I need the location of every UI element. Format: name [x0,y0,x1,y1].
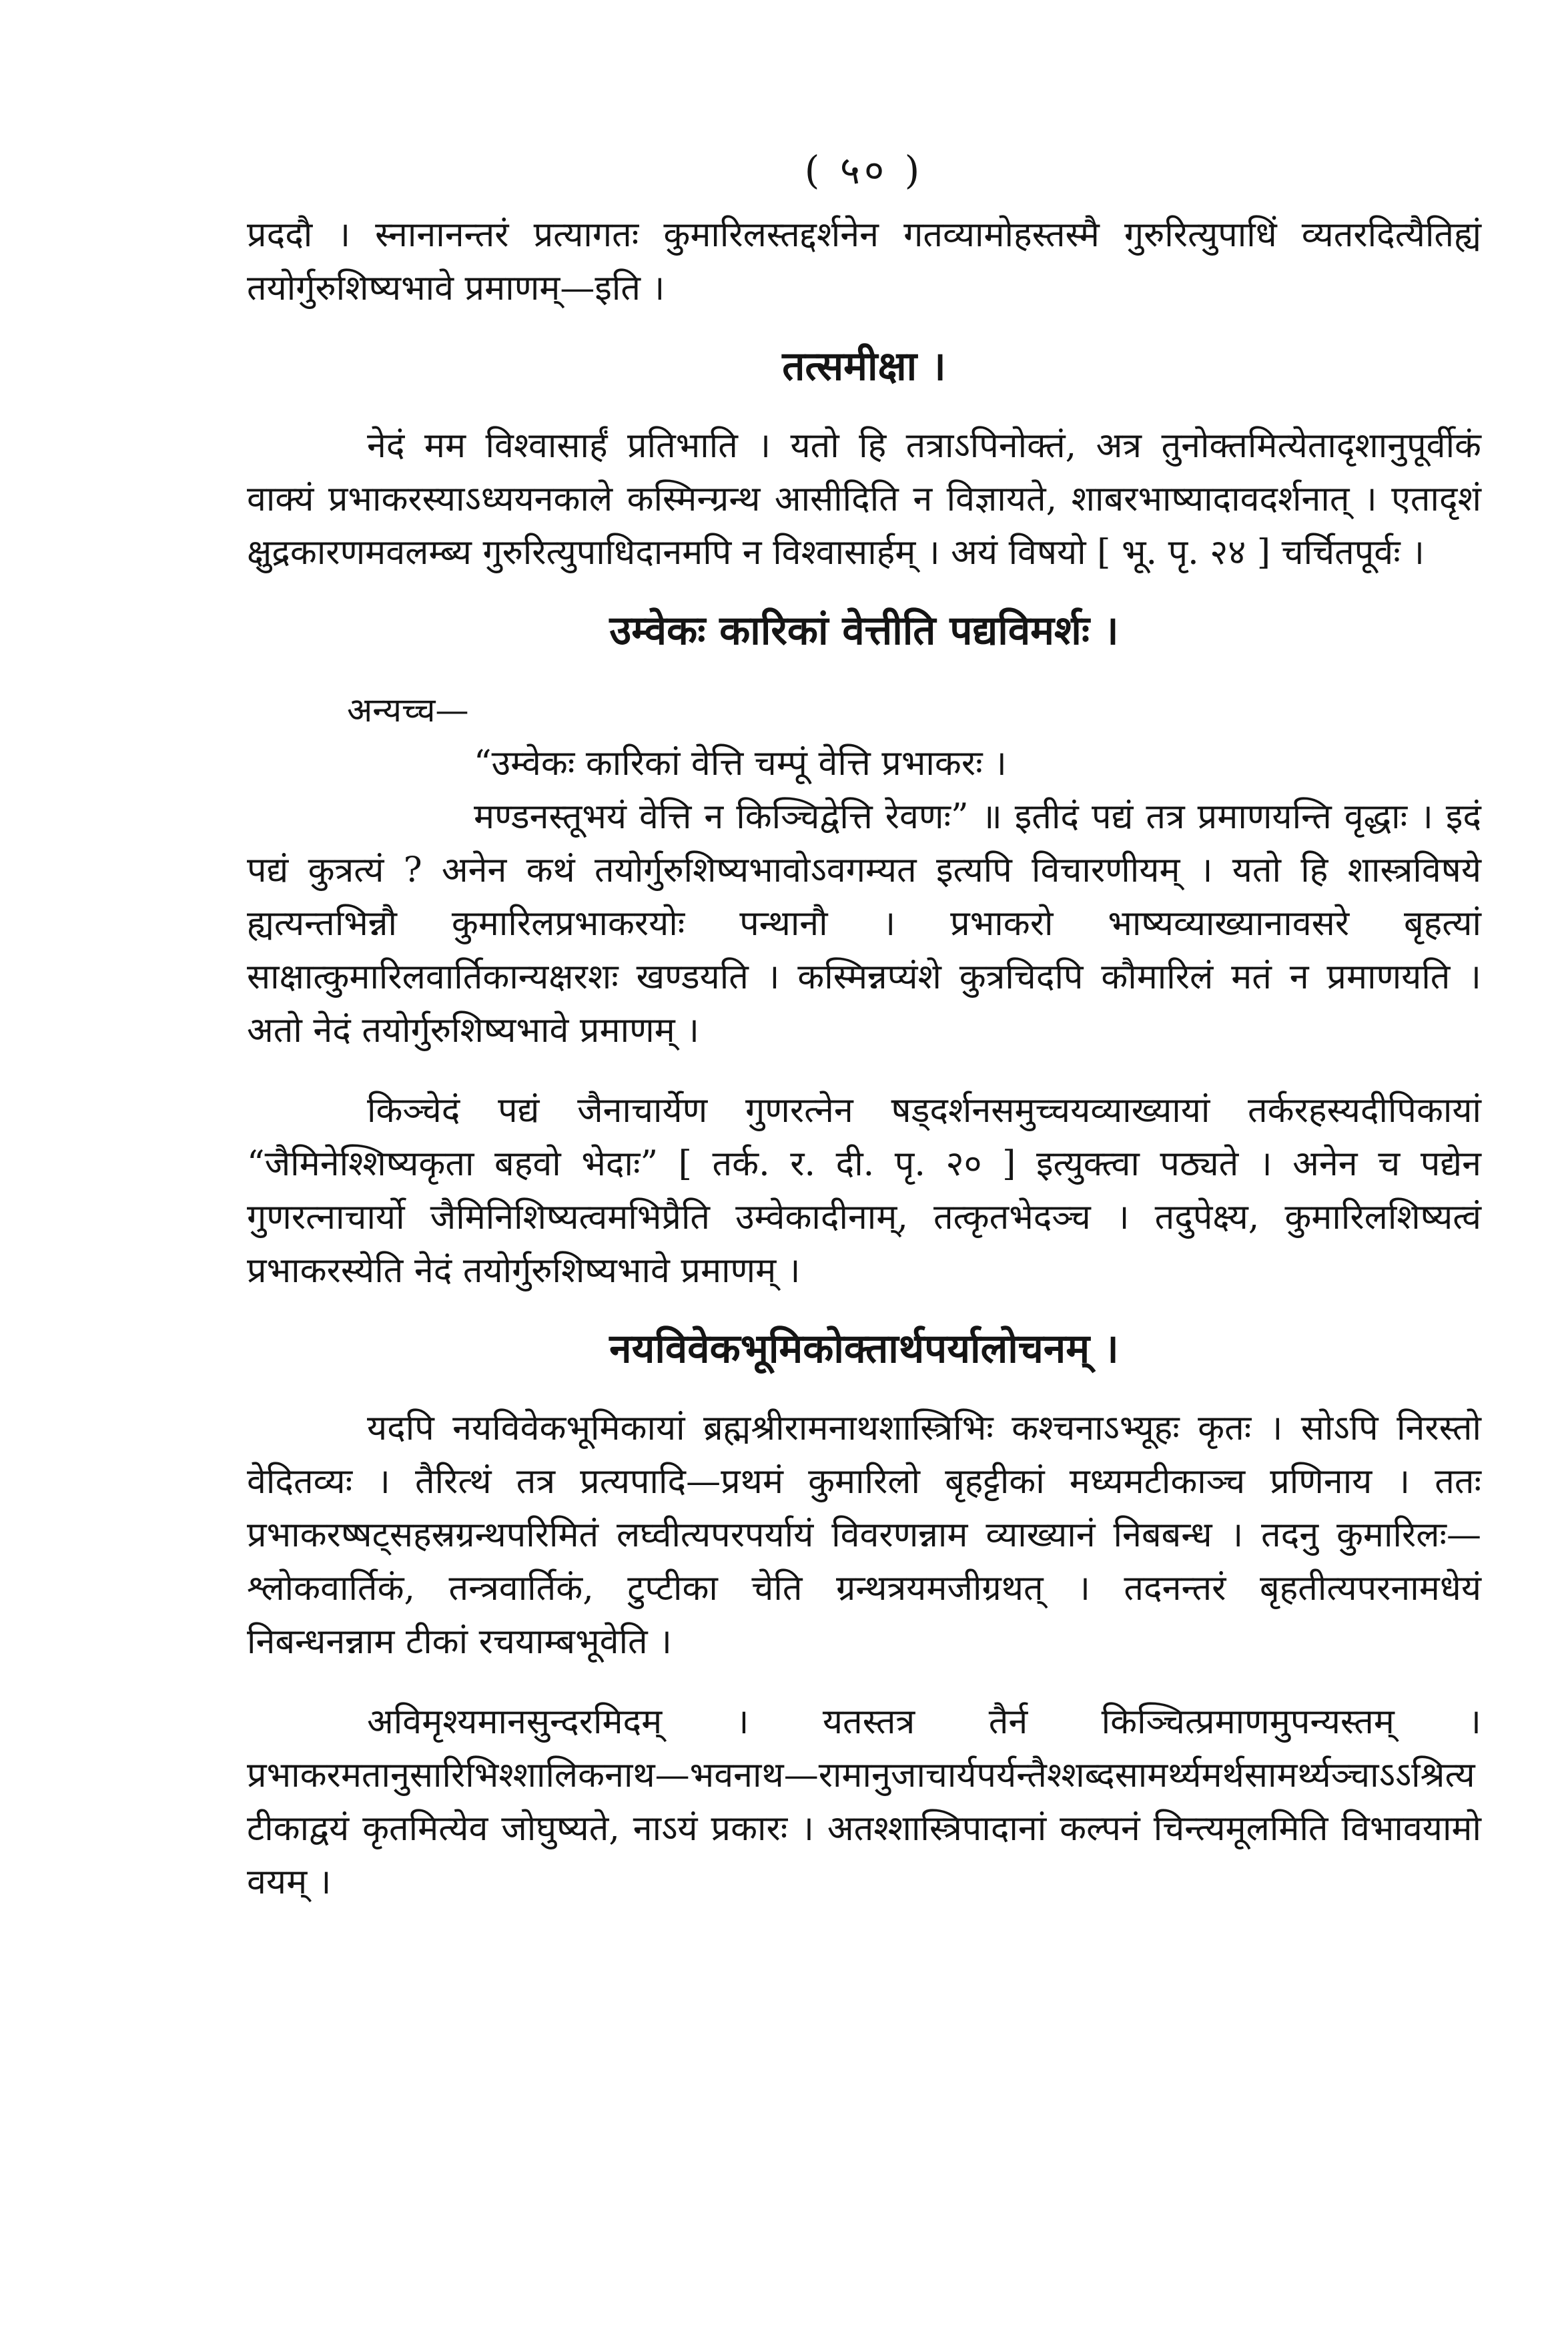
verse-line-1: “उम्वेकः कारिकां वेत्ति चम्पूं वेत्ति प्रभाकरः । [474,744,1007,784]
section-heading-umveka: उम्वेकः कारिकां वेत्तीति पद्यविमर्शः । [609,607,1119,654]
document-page [247,147,1481,2309]
page-number: ( ५० ) [804,148,924,193]
section1-paragraph: नेदं मम विश्वासार्हं प्रतिभाति । यतो हि तत्राऽपिनोक्तं, अत्र तुनोक्तमित्येतादृशानुपूर्वीकं वाक्यं प्रभाकरस्याऽध्ययनकाले कस्मिन्ग्रन्थ आसीदिति न विज्ञायते, शाबरभाष्यादावदर्शनात् । एतादृशं क्षुद्रकारणमवलम्ब्य गुरुरित्युपाधिदानमपि न विश्वासार्हम् । अयं विषयो [ भू. पृ. २४ ] चर्चितपूर्वः । [247,426,1481,573]
verse-line-2-paragraph: मण्डनस्तूभयं वेत्ति न किञ्चिद्वेत्ति रेवणः” ॥ इतीदं पद्यं तत्र प्रमाणयन्ति वृद्धाः । इदं पद्यं कुत्रत्यं ? अनेन कथं तयोर्गुरुशिष्यभावोऽवगम्यत इत्यपि विचारणीयम् । यतो हि शास्त्रविषये ह्यत्यन्तभिन्नौ कुमारिलप्रभाकरयोः पन्थानौ । प्रभाकरो भाष्यव्याख्यानावसरे बृहत्यां साक्षात्कुमारिलवार्तिकान्यक्षरशः खण्डयति । कस्मिन्नप्यंशे कुत्रचिदपि कौमारिलं मतं न प्रमाणयति । अतो नेदं तयोर्गुरुशिष्यभावे प्रमाणम् । [247,797,1481,1051]
section3-paragraph-1: यदपि नयविवेकभूमिकायां ब्रह्मश्रीरामनाथशास्त्रिभिः कश्चनाऽभ्यूहः कृतः । सोऽपि निरस्तो वेदितव्यः । तैरित्थं तत्र प्रत्यपादि—प्रथमं कुमारिलो बृहट्टीकां मध्यमटीकाञ्च प्रणिनाय । ततः प्रभाकरष्षट्सहस्रग्रन्थपरिमितं लघ्वीत्यपरपर्यायं विवरणन्नाम व्याख्यानं निबबन्ध । तदनु कुमारिलः—श्लोकवार्तिकं, तन्त्रवार्तिकं, टुप्टीका चेति ग्रन्थत्रयमजीग्रथत् । तदनन्तरं बृहतीत्यपरनामधेयं निबन्धनन्नाम टीकां रचयाम्बभूवेति । [247,1408,1481,1662]
intro-paragraph: प्रददौ । स्नानानन्तरं प्रत्यागतः कुमारिलस्तद्दर्शनेन गतव्यामोहस्तस्मै गुरुरित्युपाधिं व्यतरदित्यैतिह्यं तयोर्गुरुशिष्यभावे प्रमाणम्—इति । [247,215,1481,308]
section2-paragraph-2: किञ्चेदं पद्यं जैनाचार्येण गुणरत्नेन षड्दर्शनसमुच्चयव्याख्यायां तर्करहस्यदीपिकायां “जैमिनेश्शिष्यकृता बहवो भेदाः” [ तर्क. र. दी. पृ. २० ] इत्युक्त्वा पठ्यते । अनेन च पद्येन गुणरत्नाचार्यो जैमिनिशिष्यत्वमभिप्रैति उम्वेकादीनाम्, तत्कृतभेदञ्च । तदुपेक्ष्य, कुमारिलशिष्यत्वं प्रभाकरस्येति नेदं तयोर्गुरुशिष्यभावे प्रमाणम् । [247,1091,1481,1291]
section-heading-nayaviveka: नयविवेकभूमिकोक्तार्थपर्यालोचनम् । [609,1326,1119,1372]
section3-paragraph-2: अविमृश्यमानसुन्दरमिदम् । यतस्तत्र तैर्न किञ्चित्प्रमाणमुपन्यस्तम् । प्रभाकरमतानुसारिभिश्शालिकनाथ—भवनाथ—रामानुजाचार्यपर्यन्तैश्शब्दसामर्थ्यमर्थसामर्थ्यञ्चाऽऽश्रित्य टीकाद्वयं कृतमित्येव जोघुष्यते, नाऽयं प्रकारः । अतश्शास्त्रिपादानां कल्पनं चिन्त्यमूलमिति विभावयामो वयम् । [247,1702,1481,1902]
lead-anyac: अन्यच्च— [347,691,469,729]
section-heading-tatsamiksha: तत्समीक्षा । [782,343,946,390]
